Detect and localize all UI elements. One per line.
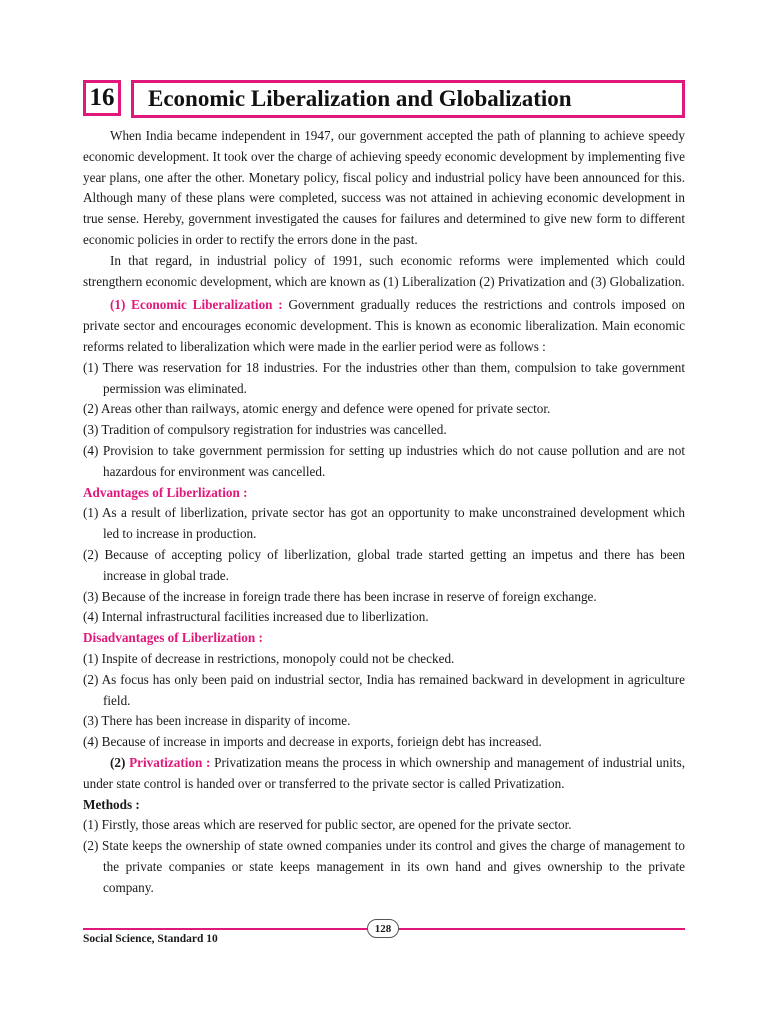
liberalization-text: Government gradually reduces the restrictions and controls imposed on private sector and encourages economic development. This is known as economic liberalization. Main economic reforms related to liberalization which were made in the earlier period were as follows : [83, 297, 685, 354]
list-item: (2) State keeps the ownership of state owned companies under its control and gives the charge of management to the private companies or state keeps management in its own hand and gives ownership to the private company. [83, 838, 685, 895]
list-item: (1) As a result of liberlization, private sector has got an opportunity to make unconstrained development which led to increase in production. [83, 505, 685, 542]
privatization-heading: Privatization : [129, 754, 211, 770]
chapter-number: 16 [83, 80, 121, 116]
list-item: (3) There has been increase in disparity of income. [83, 713, 351, 729]
list-item: (1) There was reservation for 18 industries. For the industries other than them, compulsion to take government permission was eliminated. [83, 359, 685, 396]
liberalization-heading: (1) Economic Liberalization : [110, 297, 283, 313]
privatization-paragraph [83, 753, 685, 795]
advantages-heading: Advantages of Liberlization : [83, 484, 248, 500]
footer-book-title: Social Science, Standard 10 [83, 933, 218, 945]
page-body [83, 126, 685, 898]
list-item: (3) Tradition of compulsory registration for industries was cancelled. [83, 422, 447, 438]
list-item: (4) Internal infrastructural facilities increased due to liberlization. [83, 609, 429, 625]
chapter-title-box [131, 80, 685, 118]
list-item: (1) Firstly, those areas which are reserved for public sector, are opened for the private sector. [83, 817, 572, 833]
list-item: (1) Inspite of decrease in restrictions, monopoly could not be checked. [83, 650, 455, 666]
page-number: 128 [367, 919, 399, 938]
privatization-number: (2) [110, 754, 126, 770]
list-item: (4) Provision to take government permission for setting up industries which do not cause pollution and are not hazardous for environment was cancelled. [83, 442, 685, 479]
intro-paragraph-1: When India became independent in 1947, our government accepted the path of planning to achieve speedy economic development. It took over the charge of achieving speedy economic development by implementing five year plans, one after the other. Monetary policy, fiscal policy and industrial policy have been announced for this. Although many of these plans were completed, success was not attained in achieving economic development in true sense. Hereby, government investigated the causes for failures and determined to give new form to different economic policies in order to rectify the errors done in the past. [83, 128, 685, 247]
chapter-title: Economic Liberalization and Globalization [148, 86, 572, 111]
list-item: (2) Areas other than railways, atomic energy and defence were opened for private sector. [83, 401, 551, 417]
intro-paragraph-2: In that regard, in industrial policy of 1991, such economic reforms were implemented which could strengthern economic development, which are known as (1) Liberalization (2) Privatization and (3) Globalization. [83, 252, 685, 289]
list-item: (4) Because of increase in imports and decrease in exports, forieign debt has increased. [83, 734, 542, 750]
methods-heading: Methods : [83, 796, 140, 812]
privatization-text: Privatization means the process in which ownership and management of industrial units, under state control is handed over or transferred to the private sector is called Privatization. [83, 754, 686, 791]
list-item: (2) As focus has only been paid on industrial sector, India has remained backward in development in agriculture field. [83, 671, 685, 708]
disadvantages-heading: Disadvantages of Liberlization : [83, 630, 263, 646]
liberalization-paragraph [83, 295, 685, 357]
list-item: (2) Because of accepting policy of liberlization, global trade started getting an impetus and there has been increase in global trade. [83, 546, 685, 583]
list-item: (3) Because of the increase in foreign trade there has been incrase in reserve of foreign exchange. [83, 588, 597, 604]
